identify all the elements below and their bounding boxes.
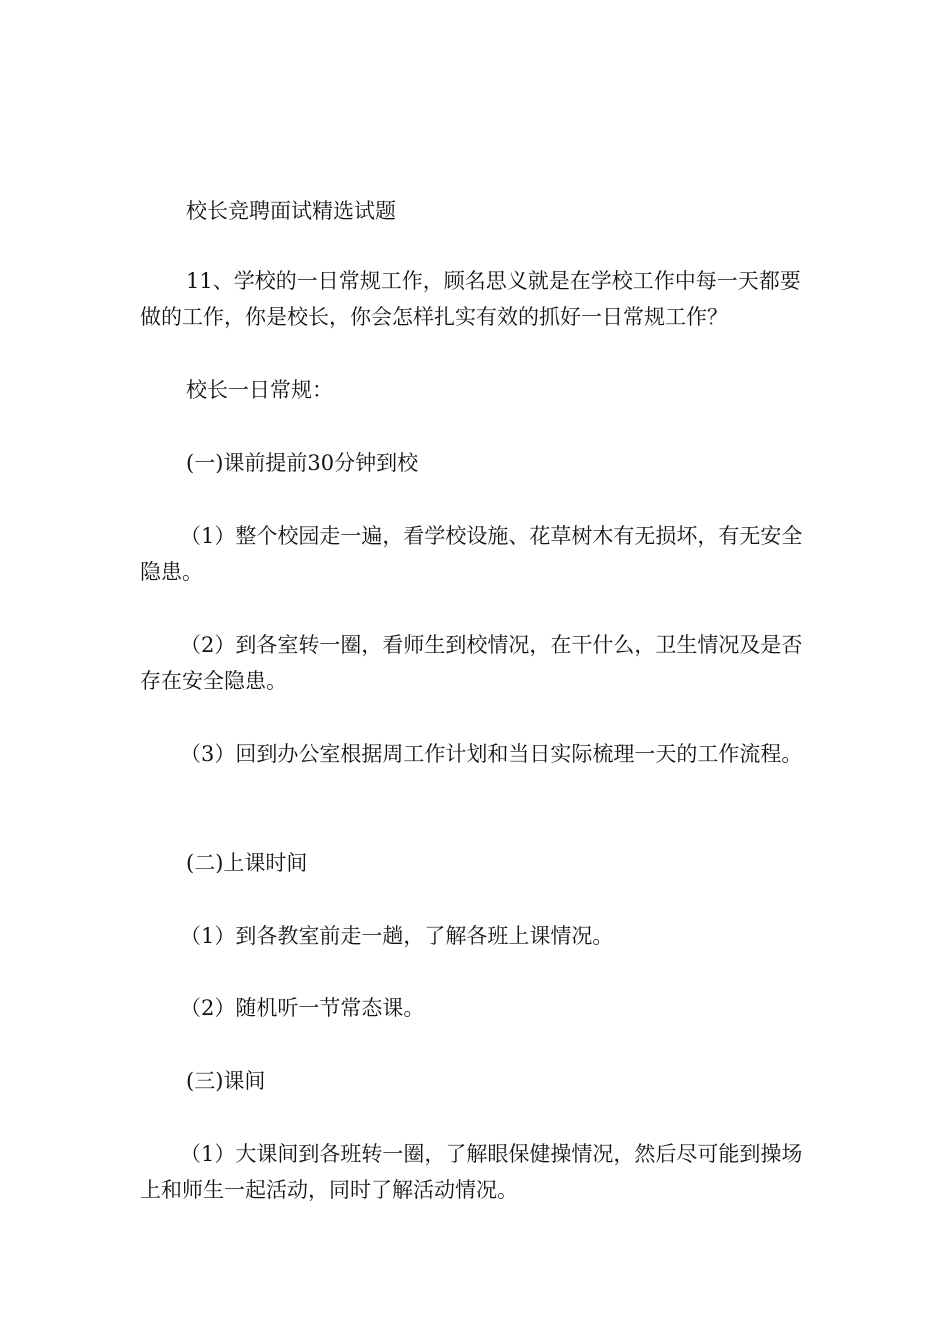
question-text: 11、学校的一日常规工作，顾名思义就是在学校工作中每一天都要做的工作，你是校长，你会怎样扎实有效的抓好一日常规工作？	[140, 269, 801, 329]
document-title: 校长竞聘面试精选试题	[186, 199, 396, 223]
section-heading-1: (一)课前提前30分钟到校	[186, 451, 419, 475]
list-item: （2）随机听一节常态课。	[180, 996, 425, 1020]
answer-heading: 校长一日常规：	[186, 378, 333, 402]
section-heading-2: (二)上课时间	[186, 851, 308, 875]
section-heading-3: (三)课间	[186, 1069, 266, 1093]
list-item: （1）到各教室前走一趟，了解各班上课情况。	[180, 924, 614, 948]
list-item: （2）到各室转一圈，看师生到校情况，在干什么，卫生情况及是否存在安全隐患。	[140, 633, 803, 693]
list-item: （1）整个校园走一遍，看学校设施、花草树木有无损坏，有无安全隐患。	[140, 524, 803, 584]
list-item: （1）大课间到各班转一圈，了解眼保健操情况，然后尽可能到操场上和师生一起活动，同时了解活动情况。	[140, 1142, 803, 1202]
list-item: （3）回到办公室根据周工作计划和当日实际梳理一天的工作流程。	[180, 742, 803, 766]
